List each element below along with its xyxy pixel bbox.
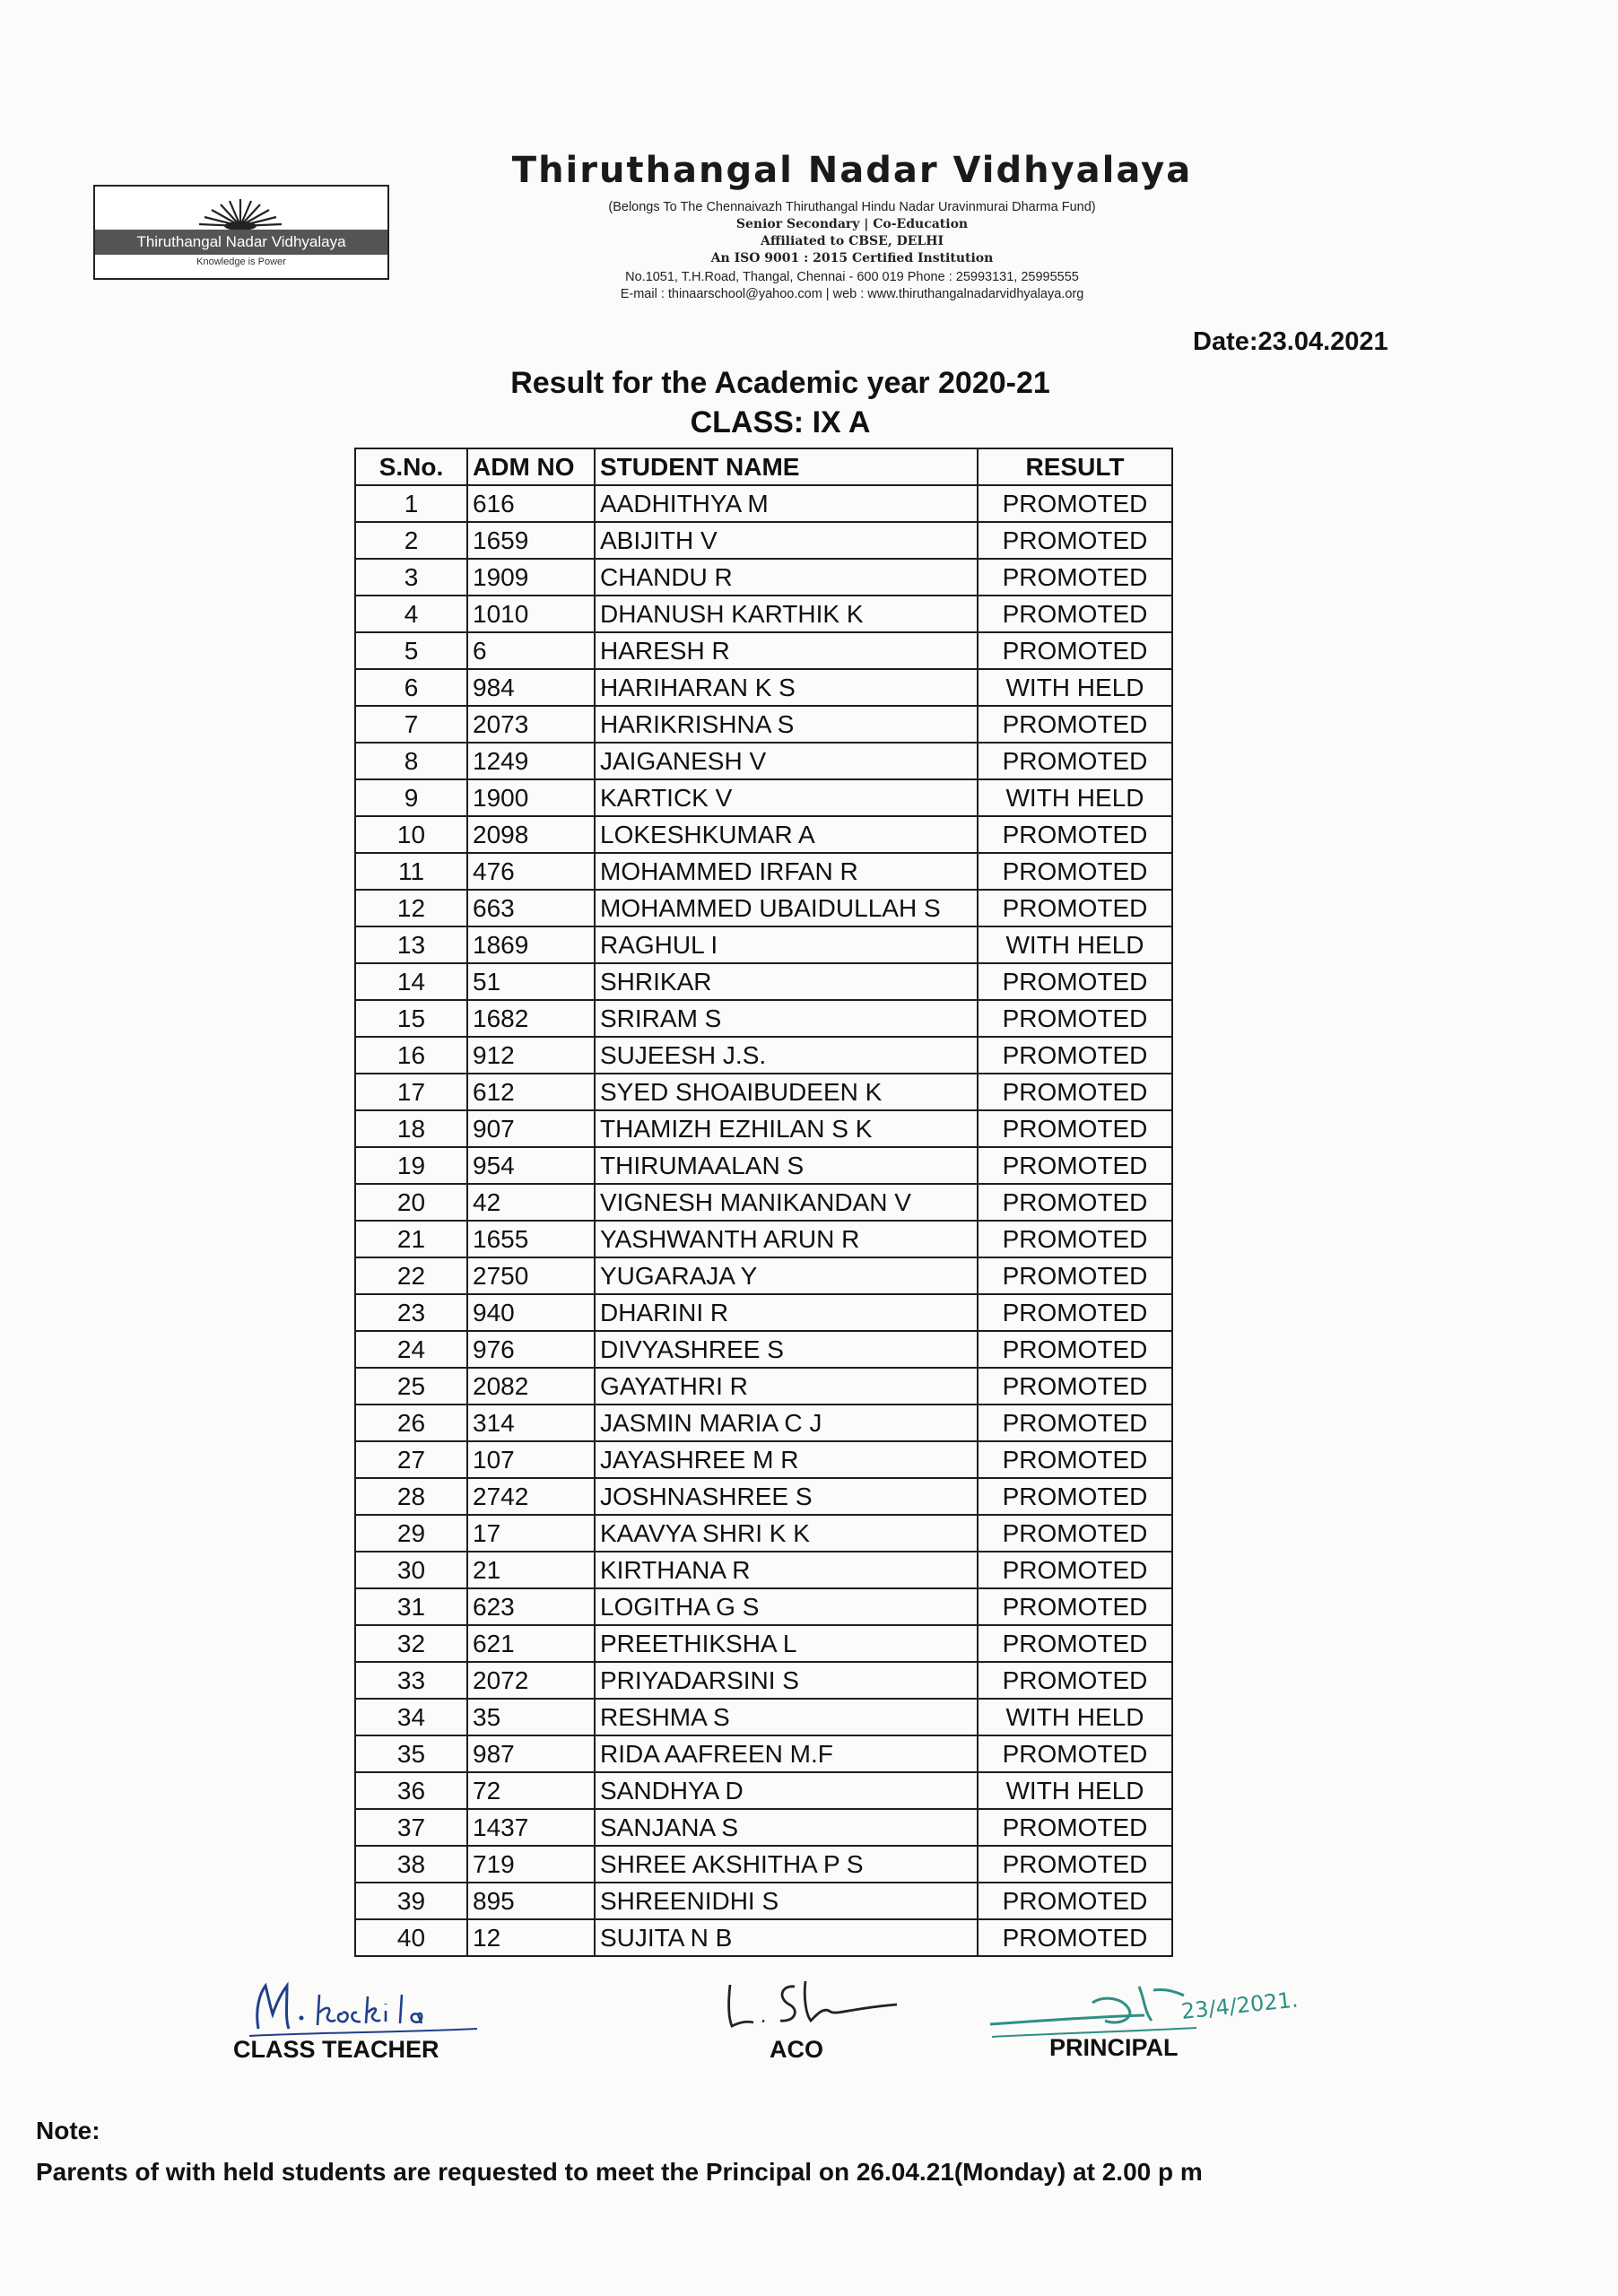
cell-adm-no: 1682 <box>467 1000 595 1037</box>
cell-result: PROMOTED <box>978 1552 1172 1588</box>
cell-sno: 27 <box>355 1441 467 1478</box>
cell-result: WITH HELD <box>978 926 1172 963</box>
cell-student-name: THIRUMAALAN S <box>595 1147 978 1184</box>
cell-student-name: DIVYASHREE S <box>595 1331 978 1368</box>
cell-sno: 20 <box>355 1184 467 1221</box>
result-title: Result for the Academic year 2020-21 <box>510 366 1050 400</box>
cell-result: PROMOTED <box>978 522 1172 559</box>
cell-adm-no: 1659 <box>467 522 595 559</box>
cell-result: PROMOTED <box>978 596 1172 632</box>
cell-sno: 12 <box>355 890 467 926</box>
class-teacher-signature <box>242 1973 484 2045</box>
affiliation-line: Affiliated to CBSE, DELHI <box>760 234 944 248</box>
cell-adm-no: 984 <box>467 669 595 706</box>
cell-adm-no: 663 <box>467 890 595 926</box>
cell-sno: 13 <box>355 926 467 963</box>
table-row <box>355 1699 1172 1735</box>
school-logo <box>93 185 389 280</box>
cell-result: PROMOTED <box>978 1257 1172 1294</box>
table-row <box>355 1441 1172 1478</box>
cell-sno: 14 <box>355 963 467 1000</box>
cell-student-name: RESHMA S <box>595 1699 978 1735</box>
cell-sno: 36 <box>355 1772 467 1809</box>
cell-adm-no: 1900 <box>467 779 595 816</box>
cell-adm-no: 2073 <box>467 706 595 743</box>
principal-label: PRINCIPAL <box>1049 2034 1179 2061</box>
letterhead <box>422 149 1283 303</box>
cell-adm-no: 35 <box>467 1699 595 1735</box>
table-row <box>355 816 1172 853</box>
cell-sno: 37 <box>355 1809 467 1846</box>
cell-student-name: SUJEESH J.S. <box>595 1037 978 1074</box>
cell-sno: 16 <box>355 1037 467 1074</box>
table-row <box>355 1257 1172 1294</box>
cell-result: PROMOTED <box>978 1662 1172 1699</box>
cell-result: PROMOTED <box>978 1883 1172 1919</box>
table-row <box>355 596 1172 632</box>
cell-student-name: DHARINI R <box>595 1294 978 1331</box>
table-row <box>355 1000 1172 1037</box>
header-student-name: STUDENT NAME <box>595 448 978 485</box>
table-row <box>355 1552 1172 1588</box>
table-row <box>355 1919 1172 1956</box>
cell-sno: 9 <box>355 779 467 816</box>
cell-adm-no: 21 <box>467 1552 595 1588</box>
aco-signature <box>718 1969 906 2040</box>
cell-sno: 34 <box>355 1699 467 1735</box>
cell-student-name: LOGITHA G S <box>595 1588 978 1625</box>
table-row <box>355 632 1172 669</box>
cell-sno: 17 <box>355 1074 467 1110</box>
cell-adm-no: 6 <box>467 632 595 669</box>
logo-school-name: Thiruthangal Nadar Vidhyalaya <box>95 230 387 255</box>
cell-sno: 26 <box>355 1405 467 1441</box>
cell-student-name: HARIKRISHNA S <box>595 706 978 743</box>
cell-sno: 31 <box>355 1588 467 1625</box>
cell-sno: 38 <box>355 1846 467 1883</box>
table-row <box>355 1662 1172 1699</box>
table-row <box>355 1735 1172 1772</box>
cell-result: PROMOTED <box>978 1809 1172 1846</box>
document-date: Date:23.04.2021 <box>1193 327 1388 356</box>
address-line: No.1051, T.H.Road, Thangal, Chennai - 600 019 Phone : 25993131, 25995555 <box>625 270 1079 284</box>
table-row <box>355 706 1172 743</box>
cell-adm-no: 1655 <box>467 1221 595 1257</box>
cell-result: PROMOTED <box>978 963 1172 1000</box>
table-row <box>355 1405 1172 1441</box>
cell-student-name: SUJITA N B <box>595 1919 978 1956</box>
cell-result: WITH HELD <box>978 779 1172 816</box>
school-type-line: Senior Secondary | Co-Education <box>735 217 969 231</box>
table-row <box>355 890 1172 926</box>
cell-sno: 28 <box>355 1478 467 1515</box>
cell-result: PROMOTED <box>978 1478 1172 1515</box>
cell-student-name: SANDHYA D <box>595 1772 978 1809</box>
cell-result: PROMOTED <box>978 706 1172 743</box>
cell-sno: 33 <box>355 1662 467 1699</box>
cell-student-name: SANJANA S <box>595 1809 978 1846</box>
cell-result: PROMOTED <box>978 1037 1172 1074</box>
cell-student-name: CHANDU R <box>595 559 978 596</box>
cell-student-name: SHREENIDHI S <box>595 1883 978 1919</box>
cell-adm-no: 1909 <box>467 559 595 596</box>
cell-sno: 35 <box>355 1735 467 1772</box>
table-row <box>355 485 1172 522</box>
cell-student-name: MOHAMMED UBAIDULLAH S <box>595 890 978 926</box>
cell-result: PROMOTED <box>978 853 1172 890</box>
table-row <box>355 1110 1172 1147</box>
cell-student-name: PREETHIKSHA L <box>595 1625 978 1662</box>
table-row <box>355 1515 1172 1552</box>
cell-student-name: LOKESHKUMAR A <box>595 816 978 853</box>
cell-result: PROMOTED <box>978 1515 1172 1552</box>
cell-result: PROMOTED <box>978 1184 1172 1221</box>
cell-student-name: MOHAMMED IRFAN R <box>595 853 978 890</box>
results-table <box>354 448 1173 1957</box>
cell-student-name: DHANUSH KARTHIK K <box>595 596 978 632</box>
cell-sno: 24 <box>355 1331 467 1368</box>
cell-sno: 25 <box>355 1368 467 1405</box>
cell-sno: 10 <box>355 816 467 853</box>
cell-student-name: JOSHNASHREE S <box>595 1478 978 1515</box>
contact-line: E-mail : thinaarschool@yahoo.com | web : www.thiruthangalnadarvidhyalaya.org <box>620 287 1084 301</box>
cell-adm-no: 940 <box>467 1294 595 1331</box>
cell-adm-no: 314 <box>467 1405 595 1441</box>
cell-result: PROMOTED <box>978 1919 1172 1956</box>
cell-adm-no: 623 <box>467 1588 595 1625</box>
cell-sno: 7 <box>355 706 467 743</box>
cell-result: PROMOTED <box>978 816 1172 853</box>
cell-result: PROMOTED <box>978 1110 1172 1147</box>
cell-result: PROMOTED <box>978 1294 1172 1331</box>
cell-student-name: RIDA AAFREEN M.F <box>595 1735 978 1772</box>
cell-result: PROMOTED <box>978 632 1172 669</box>
school-title: Thiruthangal Nadar Vidhyalaya <box>511 150 1193 191</box>
table-row <box>355 926 1172 963</box>
cell-result: PROMOTED <box>978 1221 1172 1257</box>
table-row <box>355 1221 1172 1257</box>
cell-adm-no: 476 <box>467 853 595 890</box>
cell-adm-no: 72 <box>467 1772 595 1809</box>
table-row <box>355 1368 1172 1405</box>
header-result: RESULT <box>978 448 1172 485</box>
cell-result: WITH HELD <box>978 1699 1172 1735</box>
cell-sno: 2 <box>355 522 467 559</box>
cell-student-name: KAAVYA SHRI K K <box>595 1515 978 1552</box>
class-label: CLASS: IX A <box>690 405 871 439</box>
table-row <box>355 853 1172 890</box>
cell-student-name: VIGNESH MANIKANDAN V <box>595 1184 978 1221</box>
table-row <box>355 1588 1172 1625</box>
cell-result: PROMOTED <box>978 1588 1172 1625</box>
class-teacher-label: CLASS TEACHER <box>233 2036 439 2063</box>
cell-adm-no: 912 <box>467 1037 595 1074</box>
cell-sno: 4 <box>355 596 467 632</box>
cell-adm-no: 719 <box>467 1846 595 1883</box>
cell-result: WITH HELD <box>978 669 1172 706</box>
logo-tagline: Knowledge is Power <box>196 257 286 267</box>
table-row <box>355 669 1172 706</box>
cell-adm-no: 895 <box>467 1883 595 1919</box>
table-row <box>355 779 1172 816</box>
cell-student-name: SHRIKAR <box>595 963 978 1000</box>
table-row <box>355 1147 1172 1184</box>
cell-result: PROMOTED <box>978 559 1172 596</box>
cell-result: PROMOTED <box>978 1625 1172 1662</box>
cell-sno: 5 <box>355 632 467 669</box>
table-header-row <box>355 448 1172 485</box>
cell-student-name: HARESH R <box>595 632 978 669</box>
cell-result: PROMOTED <box>978 1331 1172 1368</box>
cell-student-name: JASMIN MARIA C J <box>595 1405 978 1441</box>
cell-adm-no: 107 <box>467 1441 595 1478</box>
cell-adm-no: 1010 <box>467 596 595 632</box>
cell-sno: 11 <box>355 853 467 890</box>
header-adm-no: ADM NO <box>467 448 595 485</box>
table-row <box>355 1331 1172 1368</box>
cell-adm-no: 616 <box>467 485 595 522</box>
cell-student-name: AADHITHYA M <box>595 485 978 522</box>
table-row <box>355 1074 1172 1110</box>
cell-adm-no: 2082 <box>467 1368 595 1405</box>
cell-adm-no: 2098 <box>467 816 595 853</box>
cell-adm-no: 1249 <box>467 743 595 779</box>
table-row <box>355 743 1172 779</box>
cell-result: PROMOTED <box>978 1405 1172 1441</box>
cell-result: PROMOTED <box>978 1846 1172 1883</box>
table-row <box>355 522 1172 559</box>
cell-adm-no: 17 <box>467 1515 595 1552</box>
cell-student-name: THAMIZH EZHILAN S K <box>595 1110 978 1147</box>
cell-student-name: KARTICK V <box>595 779 978 816</box>
cell-student-name: ABIJITH V <box>595 522 978 559</box>
cell-student-name: PRIYADARSINI S <box>595 1662 978 1699</box>
cell-result: PROMOTED <box>978 1147 1172 1184</box>
cell-student-name: SHREE AKSHITHA P S <box>595 1846 978 1883</box>
cell-adm-no: 612 <box>467 1074 595 1110</box>
aco-label: ACO <box>770 2036 823 2063</box>
table-row <box>355 1846 1172 1883</box>
cell-student-name: JAIGANESH V <box>595 743 978 779</box>
cell-adm-no: 954 <box>467 1147 595 1184</box>
cell-adm-no: 2072 <box>467 1662 595 1699</box>
iso-line: An ISO 9001 : 2015 Certified Institution <box>710 251 994 265</box>
sunburst-logo-icon <box>194 196 287 231</box>
note-text: Parents of with held students are requested to meet the Principal on 26.04.21(Monday) at 2.00 p m <box>36 2158 1203 2186</box>
table-row <box>355 1037 1172 1074</box>
cell-sno: 21 <box>355 1221 467 1257</box>
cell-student-name: YASHWANTH ARUN R <box>595 1221 978 1257</box>
cell-adm-no: 2742 <box>467 1478 595 1515</box>
table-row <box>355 1184 1172 1221</box>
cell-student-name: JAYASHREE M R <box>595 1441 978 1478</box>
cell-adm-no: 987 <box>467 1735 595 1772</box>
cell-adm-no: 2750 <box>467 1257 595 1294</box>
cell-sno: 3 <box>355 559 467 596</box>
cell-adm-no: 1437 <box>467 1809 595 1846</box>
cell-adm-no: 42 <box>467 1184 595 1221</box>
cell-result: PROMOTED <box>978 890 1172 926</box>
cell-result: PROMOTED <box>978 1735 1172 1772</box>
result-heading <box>377 363 1184 442</box>
cell-sno: 1 <box>355 485 467 522</box>
cell-result: PROMOTED <box>978 1000 1172 1037</box>
cell-sno: 22 <box>355 1257 467 1294</box>
table-row <box>355 1478 1172 1515</box>
cell-student-name: SYED SHOAIBUDEEN K <box>595 1074 978 1110</box>
cell-adm-no: 976 <box>467 1331 595 1368</box>
cell-sno: 29 <box>355 1515 467 1552</box>
trust-line: (Belongs To The Chennaivazh Thiruthangal Hindu Nadar Uravinmurai Dharma Fund) <box>608 200 1096 214</box>
cell-result: PROMOTED <box>978 1368 1172 1405</box>
cell-sno: 39 <box>355 1883 467 1919</box>
cell-student-name: RAGHUL I <box>595 926 978 963</box>
cell-sno: 15 <box>355 1000 467 1037</box>
cell-adm-no: 907 <box>467 1110 595 1147</box>
note-title: Note: <box>36 2117 100 2144</box>
cell-adm-no: 621 <box>467 1625 595 1662</box>
cell-sno: 19 <box>355 1147 467 1184</box>
table-row <box>355 963 1172 1000</box>
results-body <box>355 485 1172 1956</box>
cell-result: PROMOTED <box>978 743 1172 779</box>
cell-sno: 18 <box>355 1110 467 1147</box>
cell-adm-no: 51 <box>467 963 595 1000</box>
cell-student-name: YUGARAJA Y <box>595 1257 978 1294</box>
table-row <box>355 559 1172 596</box>
cell-sno: 6 <box>355 669 467 706</box>
cell-adm-no: 1869 <box>467 926 595 963</box>
cell-sno: 8 <box>355 743 467 779</box>
cell-result: PROMOTED <box>978 1441 1172 1478</box>
cell-adm-no: 12 <box>467 1919 595 1956</box>
cell-sno: 30 <box>355 1552 467 1588</box>
cell-sno: 40 <box>355 1919 467 1956</box>
table-row <box>355 1772 1172 1809</box>
cell-result: PROMOTED <box>978 1074 1172 1110</box>
cell-student-name: HARIHARAN K S <box>595 669 978 706</box>
table-row <box>355 1809 1172 1846</box>
cell-student-name: GAYATHRI R <box>595 1368 978 1405</box>
header-sno: S.No. <box>355 448 467 485</box>
cell-result: PROMOTED <box>978 485 1172 522</box>
cell-sno: 32 <box>355 1625 467 1662</box>
cell-sno: 23 <box>355 1294 467 1331</box>
principal-sign-date: 23/4/2021. <box>1179 1987 1300 2024</box>
cell-result: WITH HELD <box>978 1772 1172 1809</box>
cell-student-name: KIRTHANA R <box>595 1552 978 1588</box>
cell-student-name: SRIRAM S <box>595 1000 978 1037</box>
table-row <box>355 1883 1172 1919</box>
table-row <box>355 1625 1172 1662</box>
table-row <box>355 1294 1172 1331</box>
